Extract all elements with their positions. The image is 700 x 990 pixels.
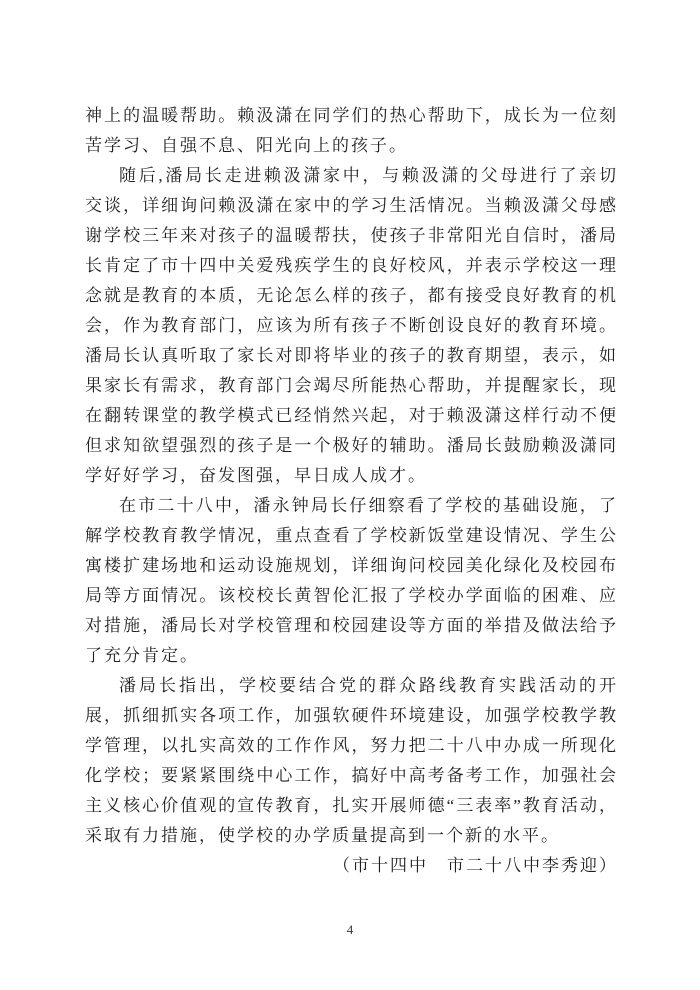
page-number: 4: [346, 922, 354, 937]
paragraph-school-inspection: 在市二十八中，潘永钟局长仔细察看了学校的基础设施，了解学校教育教学情况，重点查看了学校新饭堂建设情况、学生公寓楼扩建场地和运动设施规划，详细询问校园美化绿化及校园布局等方面情况。该校校长黄智伦汇报了学校办学面临的困难、应对措施，潘局长对学校管理和校园建设等方面的举措及做法给予了充分肯定。: [85, 496, 618, 665]
paragraph-continuation: 神上的温暖帮助。赖汲潇在同学们的热心帮助下，成长为一位刻苦学习、自强不息、阳光向上的孩子。: [85, 106, 618, 155]
attribution-line: （市十四中 市二十八中李秀迎）: [333, 856, 618, 875]
paragraph-director-remarks: 潘局长指出，学校要结合党的群众路线教育实践活动的开展，抓细抓实各项工作，加强软硬件环境建设，加强学校教学教学管理，以扎实高效的工作作风，努力把二十八中办成一所现化化学校；要紧紧围绕中心工作，搞好中高考备考工作，加强社会主义核心价值观的宣传教育，扎实开展师德“三表率”教育活动，采取有力措施，使学校的办学质量提高到一个新的水平。: [85, 676, 618, 845]
paragraph-home-visit: 随后,潘局长走进赖汲潇家中，与赖汲潇的父母进行了亲切交谈，详细询问赖汲潇在家中的学习生活情况。当赖汲潇父母感谢学校三年来对孩子的温暖帮扶，使孩子非常阳光自信时，潘局长肯定了市十四中关爱残疾学生的良好校风，并表示学校这一理念就是教育的本质，无论怎么样的孩子，都有接受良好教育的机会，作为教育部门，应该为所有孩子不断创设良好的教育环境。潘局长认真听取了家长对即将毕业的孩子的教育期望，表示，如果家长有需求，教育部门会竭尽所能热心帮助，并提醒家长，现在翻转课堂的教学模式已经悄然兴起，对于赖汲潇这样行动不便但求知欲望强烈的孩子是一个极好的辅助。潘局长鼓励赖汲潇同学好好学习，奋发图强，早日成人成才。: [85, 166, 618, 485]
document-body: [85, 101, 618, 881]
